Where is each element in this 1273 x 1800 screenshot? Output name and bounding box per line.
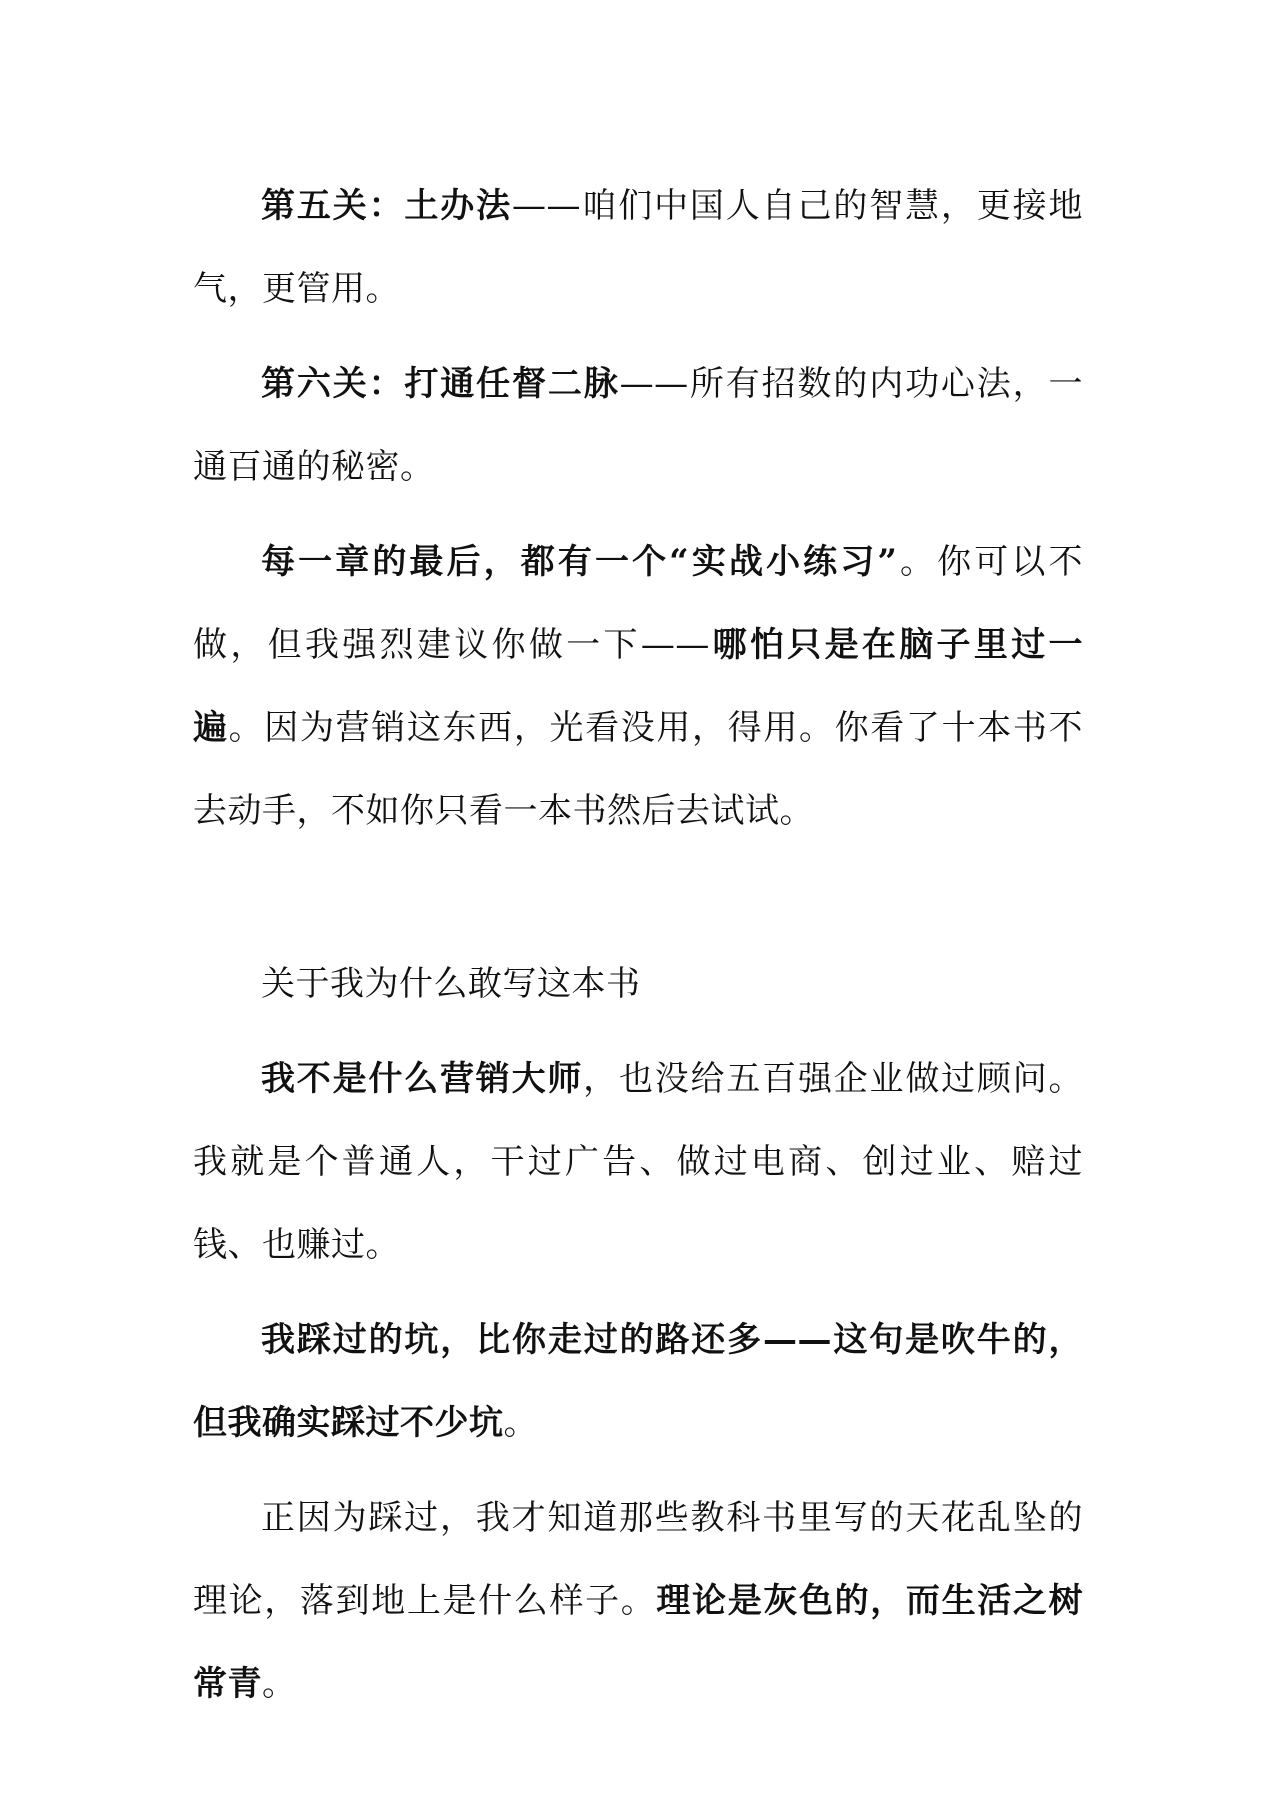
paragraph-pitfalls (193, 1299, 1083, 1465)
paragraph-bold-emphasis: 理论是灰色的，而生活之树常青 (193, 1581, 1084, 1704)
document-page (193, 165, 1083, 1726)
paragraph-level-five (193, 165, 1083, 331)
paragraph-bold-lead: 每一章的最后，都有一个“实战小练习” (261, 542, 898, 582)
paragraph-body: ，也没给五百强企业做过顾问。我就是个普通人，干过广告、做过电商、创过业、赔过钱、也赚过。 (193, 1059, 1084, 1265)
paragraph-bold-lead: 第六关：打通任督二脉 (261, 364, 620, 404)
paragraph-bold-lead: 我踩过的坑，比你走过的路还多——这句是吹牛的，但我确实踩过不少坑 (193, 1320, 1083, 1443)
paragraph-theory (193, 1477, 1083, 1726)
paragraph-body: 正因为踩过，我才知道那些教科书里写的天花乱坠的理论，落到地上是什么样子。 (193, 1498, 1083, 1621)
paragraph-end: 。 (262, 1664, 297, 1704)
paragraph-body: ——所有招数的内功心法，一通百通的秘密。 (193, 364, 1084, 487)
paragraph-body: 。因为营销这东西，光看没用，得用。你看了十本书不去动手，不如你只看一本书然后去试试。 (193, 708, 1084, 831)
paragraph-practice (193, 521, 1083, 853)
paragraph-body: ——咱们中国人自己的智慧，更接地气，更管用。 (193, 186, 1083, 309)
paragraph-level-six (193, 343, 1083, 509)
paragraph-bold-lead: 我不是什么营销大师 (261, 1059, 584, 1099)
paragraph-body: 。你可以不做，但我强烈建议你做一下—— (193, 542, 1083, 665)
section-heading: 关于我为什么敢写这本书 (261, 964, 641, 1004)
paragraph-bold-lead: 第五关：土办法 (261, 186, 512, 226)
paragraph-bold-emphasis: 哪怕只是在脑子里过一遍 (193, 625, 1084, 748)
paragraph-body: 。 (503, 1403, 538, 1443)
paragraph-not-master (193, 1038, 1083, 1287)
